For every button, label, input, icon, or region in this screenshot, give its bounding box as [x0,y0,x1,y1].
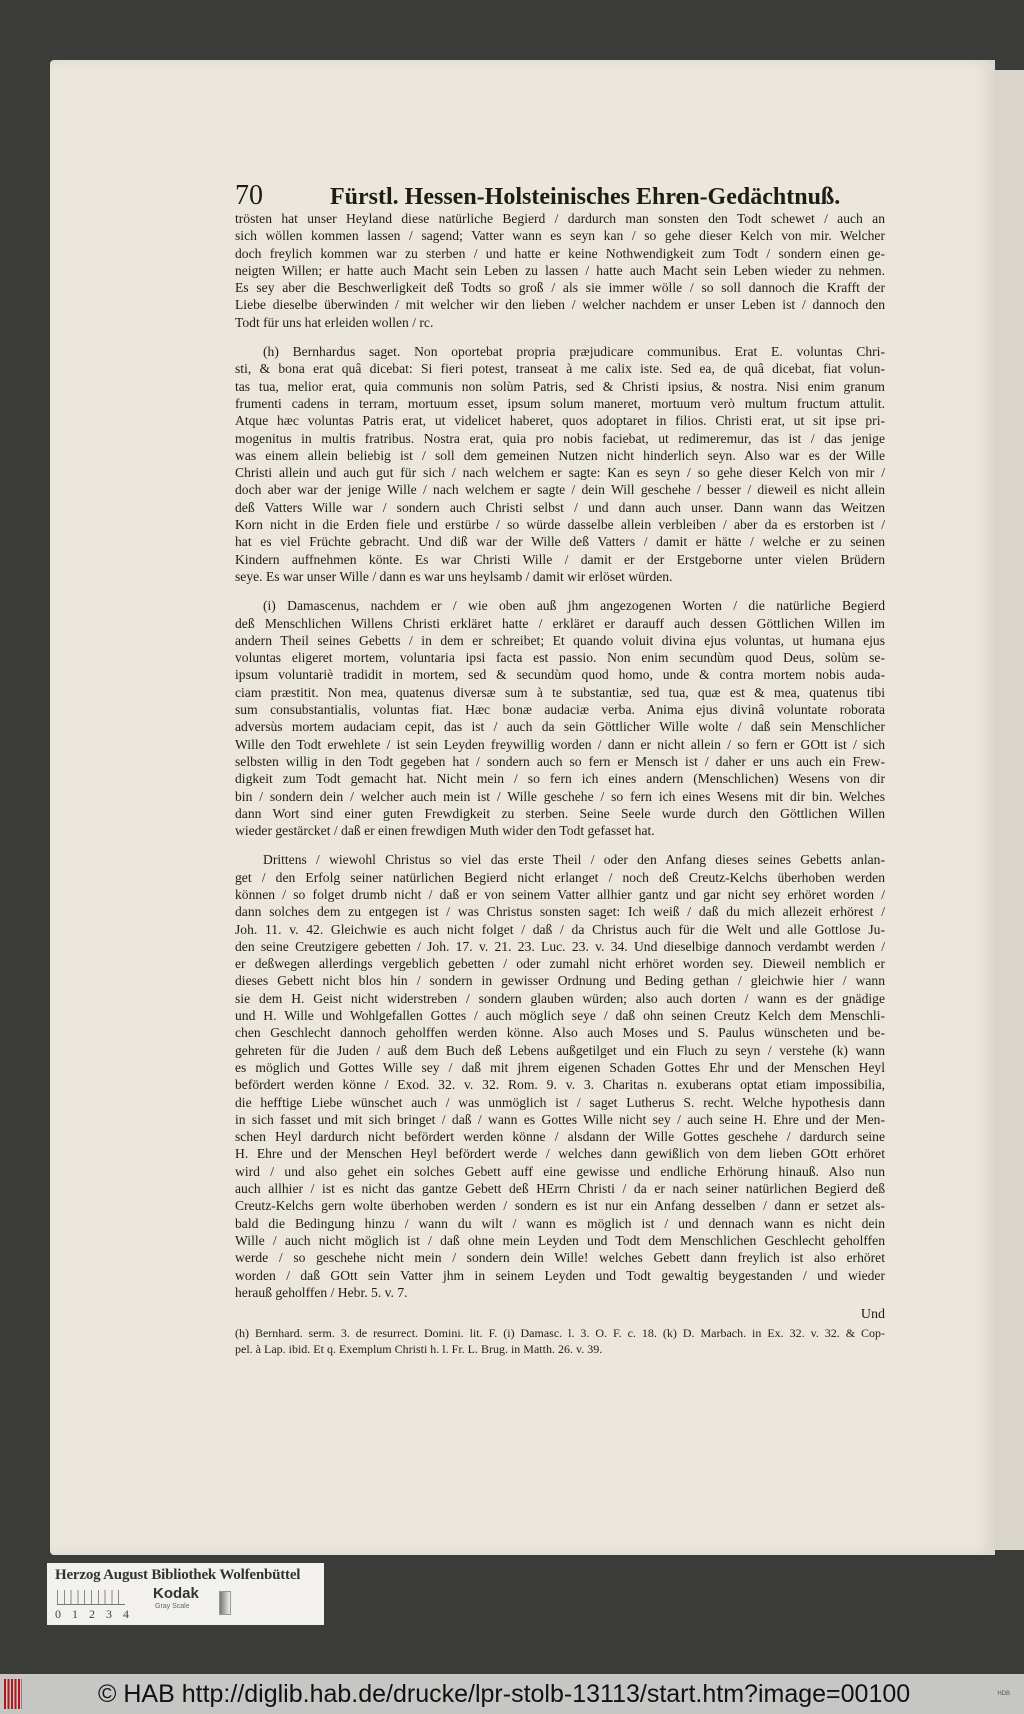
ruler-scale [57,1590,125,1605]
text-line: und H. Wille und Wohlgefallen Gottes / auch möglich seye / daß ohn seinen Creutz Kelch dem Menschli- [235,1008,885,1024]
text-line: Drittens / wiewohl Christus so viel das erste Theil / oder den Anfang dieses seines Gebetts anlan- [263,852,885,868]
text-line: neigten Willen; er hatte auch Macht sein Leben zu lassen / hatte auch Macht sein Leben wieder zu nehmen. [235,262,885,278]
text-line: befördert werden könne / Exod. 32. v. 32. Rom. 9. v. 3. Charitas n. exuberans optat etiam impossibilia, [235,1077,885,1093]
text-line: sie dem H. Geist nicht widerstreben / sondern glauben würden; also auch dorten / wann es der gnädige [235,990,885,1006]
footer-mark: HDB [997,1691,1010,1697]
text-line: Kindern auffnehmen könte. Es war Christi Wille / damit er der Erstgeborne unter vielen Brüdern [235,551,885,567]
footer-bar [0,1674,1024,1714]
text-line: Joh. 11. v. 42. Gleichwie es auch nicht folget / daß / da Christus auch für die Welt und alle Gottlose Ju- [235,921,885,937]
text-line: digkeit zum Todt gemacht hat. Nicht mein / so fern ich eines andern (Menschlichen) Wesens von dir [235,771,885,787]
text-line: Es sey aber die Beschwerligkeit deß Todts so groß / als sie immer wölle / so soll dannoch die Krafft der [235,280,885,296]
text-line: tas tua, melior erat, quia communis non solùm Patris, sed & Christi ipsius, & nostra. Nisi enim granum [235,378,885,394]
page-header [235,180,885,210]
text-line: get / den Erfolg seiner natürlichen Begierd nicht erlanget / noch deß Creutz-Kelchs überhoben werden [235,869,885,885]
text-line: schen Heyl dardurch nicht befördert werden könne / alsdann der Wille Gottes geschehe / dardurch seine [235,1129,885,1145]
text-line: mogenitus in multis fratribus. Nostra erat, quia pro nobis faciebat, ut redimeremur, das ist / das jenige [235,430,885,446]
text-line: voluntas eligeret mortem, voluntaria ipsi facta est passio. Non enim secundùm quod Deus, solùm se- [235,650,885,666]
page-number: 70 [235,180,263,211]
text-line: Liebe dieselbe überwinden / mit welcher wir den lieben / welcher nachdem er unser Leben ist / dannoch den [235,297,885,313]
ruler-tick: 1 [72,1607,78,1621]
text-line: H. Ehre und der Menschen Heyl befördert werde / welches dann gewißlich von dem lieben GOtt erhöret [235,1146,885,1162]
body-paragraphs [235,210,885,1301]
text-line: seye. Es war unser Wille / dann es war uns heylsamb / damit wir erlöset würden. [235,568,673,584]
text-line: Creutz-Kelchs gern wolte überhoben werden / sondern es ist nur ein Anfang desselben / dann er setzet als- [235,1198,885,1214]
text-line: herauß geholffen / Hebr. 5. v. 7. [235,1284,408,1300]
paragraph [235,851,885,1301]
text-line: selbsten willig in den Todt gegeben hat / sondern auch so fern er Mensch ist / daher er uns auch ein Frew- [235,753,885,769]
text-line: adversùs mortem audaciam cepit, das ist / auch da sein Göttlicher Wille wolte / daß sein Menschlicher [235,719,885,735]
text-line: bin / sondern dein / welcher auch mein ist / Wille geschehe / so fern ich eines Wesens mit dir bin. Welches [235,788,885,804]
text-line: dann Wort sind einer guten Frewdigkeit zu sterben. Seine Seele wurde durch den Göttlichen Willen [235,805,885,821]
copyright-url[interactable]: © HAB http://diglib.hab.de/drucke/lpr-stolb-13113/start.htm?image=00100 [98,1680,911,1708]
text-line: (i) Damascenus, nachdem er / wie oben auß jhm angezogenen Worten / die natürliche Begierd [263,598,885,614]
next-page-edge [995,70,1024,1550]
text-line: doch freylich kommen war zu sterben / und hatte er keine Nothwendigkeit zum Todt / sondern einen ge- [235,245,885,261]
text-line: Christi allein und auch gut für sich / nach welchem er sagte: Kan es seyn / so gehe dieser Kelch von mir / [235,465,885,481]
text-line: was einem allein beliebig ist / soll dem gemeinen Nutzen nicht hinderlich seyn. Also war es der Wille [235,447,885,463]
text-line: dieses Gebett nicht blos hin / sondern in gewisser Ordnung und Beding gethan / gleichwie hier / wann [235,973,885,989]
paragraph [235,343,885,585]
ruler-tick: 3 [106,1607,112,1621]
ruler-tick: 0 [55,1607,61,1621]
text-line: Wille / auch nicht möglich ist / daß ohne mein Leyden und Todt dem Menschlichen Geschlecht geholffen [235,1232,885,1248]
text-line: deß Menschlichen Willens Christi erkläret hatte / erkläret er darauff auch dessen Göttlichen Willen im [235,615,885,631]
text-line: bald die Bedingung hinzu / wann du wilt / wann es möglich ist / und dennach wann es nicht dein [235,1215,885,1231]
text-line: (h) Bernhardus saget. Non oportebat propria præjudicare communibus. Erat E. voluntas Chri- [263,344,885,360]
institution-name: Herzog August Bibliothek Wolfenbüttel [55,1567,301,1583]
footnote-line: pel. à Lap. ibid. Et q. Exemplum Christi h. l. Fr. L. Brug. in Matth. 26. v. 39. [235,1342,603,1357]
text-line: es möglich und Gottes Wille sey / daß mit jhrem eigenen Schaden Gottes Ehr und der Menschen Heyl [235,1059,885,1075]
page-text [235,180,885,1357]
paragraph [235,210,885,331]
text-line: Wille den Todt erwehlete / ist sein Leyden freywillig worden / dann er nicht allein / so fern er GOtt ist / sich [235,736,885,752]
text-line: sum consubstantialis, voluntas fiat. Hæc bonæ audaciæ verba. Anima ejus divinâ voluntate roborata [235,702,885,718]
gray-swatch [219,1591,231,1615]
text-line: Korn nicht in die Erden fiele und erstürbe / so würde dasselbe allein verbleiben / aber da es erstorben ist / [235,517,885,533]
text-line: Todt für uns hat erleiden wollen / rc. [235,314,434,330]
text-line: wieder gestärcket / daß er einen frewdigen Muth wider den Todt gefasset hat. [235,823,655,839]
text-line: dann solches dem zu entgegen ist / was Christus sonsten saget: Ich weiß / daß du mich allezeit erhörest / [235,904,885,920]
text-line: trösten hat unser Heyland diese natürliche Begierd / dardurch man sonsten den Todt schewet / auch an [235,211,885,226]
text-line: ipsum voluntariè tradidit in mortem, sed & secundùm quod homo, unde & contra mortem nobis auda- [235,667,885,683]
text-line: gehreten für die Juden / auß dem Buch deß Lebens außgetilget und ein Fluch zu seyn / verstehe (k) wann [235,1042,885,1058]
text-line: in sich fasset und mit sich bringet / daß / wann es Gottes Wille nicht sey / auch seine H. Ehre und der Men- [235,1111,885,1127]
text-line: worden / daß GOtt sein Vatter jhm in seinem Leyden und Todt gewaltig beygestanden / und wieder [235,1267,885,1283]
text-line: auch allhier / ist es nicht das gantze Gebett deß HErrn Christi / da er nach seiner natürlichen Begierd deß [235,1181,885,1197]
text-line: können / so folget drumb nicht / daß er von seinem Vatter allhier gantz und gar nicht sey erhöret worden / [235,886,885,902]
text-line: Atque hæc voluntas Patris erat, ut videlicet haberet, quos adoptaret in filios. Christi erat, ut sit ipse pri- [235,413,885,429]
text-line: sti, & bona erat quâ dicebat: Si fieri potest, transeat à me calix iste. Sed ea, de quâ dicebat, fiat volun- [235,361,885,377]
text-line: doch aber war der jenige Wille / nach welchem er sagte / dein Will geschehe / besser / dieweil es nicht allein [235,482,885,498]
text-line: er deßwegen allerdings vergeblich gebetten / oder zumahl nicht erhöret worden sey. Dieweil nemblich er [235,956,885,972]
catchword: Und [860,1307,885,1323]
footnote-line: (h) Bernhard. serm. 3. de resurrect. Domini. lit. F. (i) Damasc. l. 3. O. F. c. 18. (k) D. Marbach. in Ex. 32. v. 32. & Cop- [235,1326,885,1341]
color-target-card [47,1563,324,1625]
text-line: den seine Creutzigere gebetten / Joh. 17. v. 21. 23. Luc. 23. v. 34. Und dieselbige dannoch verdambt werden / [235,938,885,954]
hab-logo-icon [4,1679,22,1709]
text-line: die hefftige Liebe wünschet auch / was unmöglich ist / saget Lutherus S. recht. Welche hypothesis dann [235,1094,885,1110]
text-line: sich wöllen kommen lassen / sagend; Vatter wann es seyn kan / so gehe dieser Kelch von mir. Welcher [235,228,885,244]
text-line: deß Vatters Wille war / sondern auch Christi selbst / und dann auch unser. Dann wann das Weitzen [235,499,885,515]
text-line: andern Theil seines Gebetts / in dem er schreibet; Et quando voluit divina ejus voluntas, ut humana ejus [235,632,885,648]
ruler-ticks [55,1607,140,1622]
text-line: hat es viel Früchte gebracht. Und diß war der Wille deß Vatters / damit er hätte / welche er zu seinen [235,534,885,550]
text-line: werde / so geschehe nicht mein / sondern dein Wille! welches Gebett dann freylich ist also erhöret [235,1250,885,1266]
running-title: Fürstl. Hessen-Holsteinisches Ehren-Gedächtnuß. [330,184,841,210]
text-line: chen Geschlecht dannoch geholffen werden könne. Also auch Moses und S. Paulus wünscheten und be- [235,1025,885,1041]
kodak-brand: Kodak [153,1585,199,1602]
ruler-tick: 2 [89,1607,95,1621]
ruler-tick: 4 [123,1607,129,1621]
text-line: frumenti cadens in terram, mortuum esset, ipsum solum maneret, mortuum verò multum fructum attulit. [235,395,885,411]
text-line: ciam præstitit. Non mea, quatenus diversæ sum à te substantiæ, sed tua, quæ est & mea, quatenus tibi [235,684,885,700]
gray-scale-label: Gray Scale [155,1603,190,1610]
text-line: wird / und also gehet ein solches Gebett auff eine gewisse und endliche Erhörung hinauß. Also nun [235,1163,885,1179]
paragraph [235,597,885,839]
